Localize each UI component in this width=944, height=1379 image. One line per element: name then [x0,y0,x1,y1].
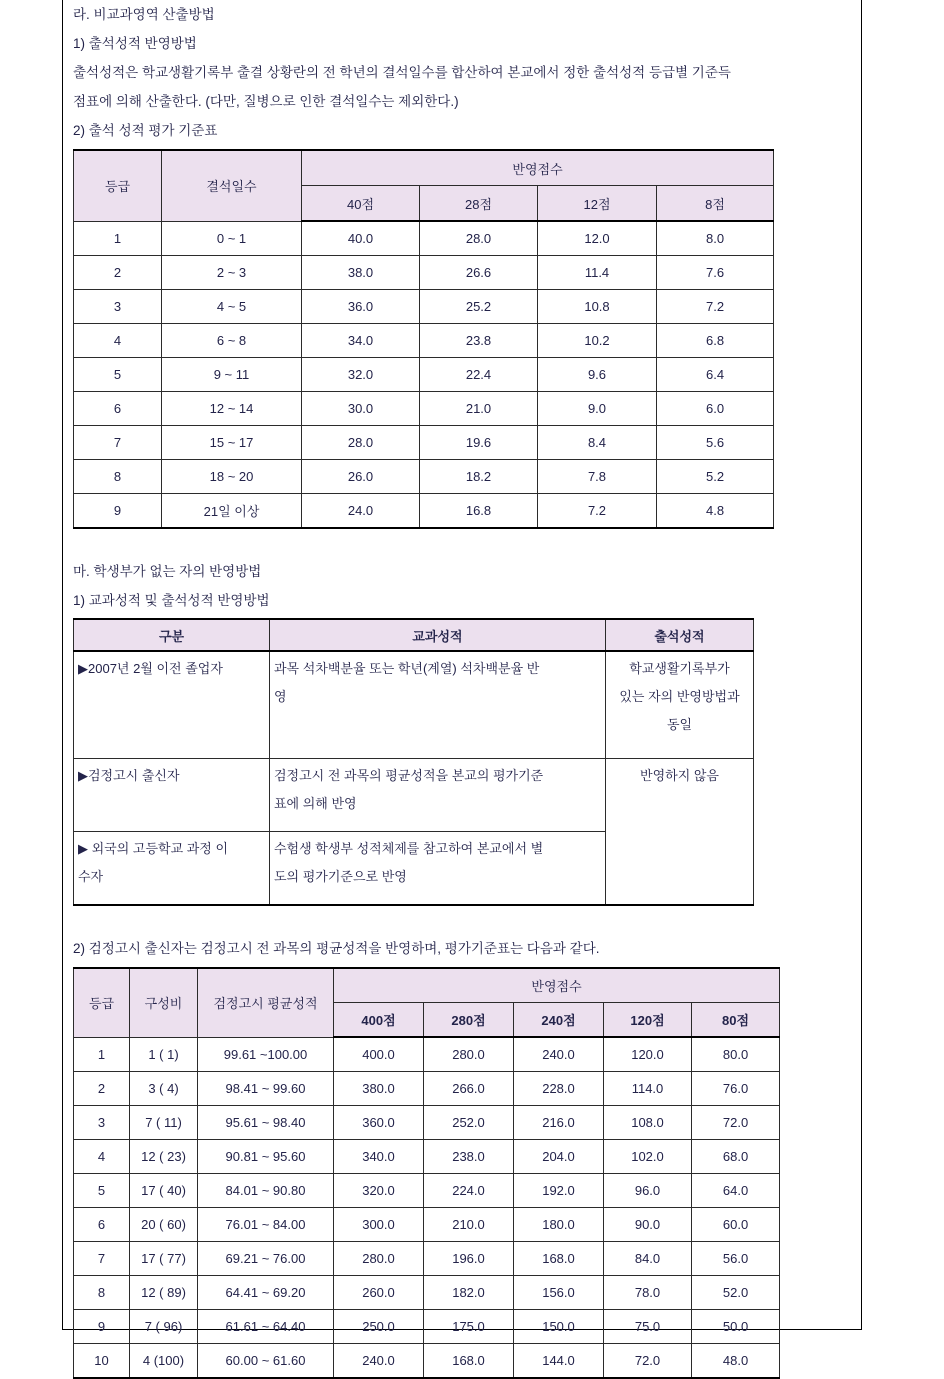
cell-score-3: 90.0 [604,1208,692,1242]
cell-score-4: 60.0 [692,1208,780,1242]
cell-score-3: 84.0 [604,1242,692,1276]
cell-score-4: 72.0 [692,1106,780,1140]
attendance-line-3: 동일 [666,717,693,732]
cell-score-1: 224.0 [424,1174,514,1208]
cell-score-1: 19.6 [420,426,538,460]
cell-average: 84.01 ~ 90.80 [198,1174,334,1208]
table-header-row [74,968,780,1003]
header-score-col-4: 80점 [692,1003,780,1038]
cell-score-1: 238.0 [424,1140,514,1174]
header-score-col-0: 400점 [334,1003,424,1038]
cell-score-4: 80.0 [692,1037,780,1072]
subject-line-1: 검정고시 전 과목의 평균성적을 본교의 평가기준 [274,768,544,783]
norecord-table-body [74,651,754,905]
cell-score-2: 156.0 [514,1276,604,1310]
cell-subject-score [270,759,606,832]
cell-score-0: 40.0 [302,221,420,256]
cell-score-2: 9.6 [538,358,657,392]
header-attendance-score: 출석성적 [606,619,754,651]
cell-score-1: 21.0 [420,392,538,426]
cell-category: ▶검정고시 출신자 [74,759,270,832]
cell-score-0: 26.0 [302,460,420,494]
cell-score-2: 9.0 [538,392,657,426]
cell-grade: 4 [74,324,162,358]
cell-score-0: 400.0 [334,1037,424,1072]
header-grade: 등급 [74,968,130,1037]
cell-ratio: 12 ( 23) [130,1140,198,1174]
cell-score-3: 7.6 [657,256,774,290]
cell-score-3: 96.0 [604,1174,692,1208]
cell-score-1: 196.0 [424,1242,514,1276]
document-page [62,0,862,1368]
cell-grade: 6 [74,1208,130,1242]
cell-grade: 3 [74,1106,130,1140]
table-row [74,1344,780,1379]
cell-absence: 4 ~ 5 [162,290,302,324]
cell-score-2: 10.8 [538,290,657,324]
cell-score-2: 7.8 [538,460,657,494]
subject-line-1: 수험생 학생부 성적체제를 참고하여 본교에서 별 [274,841,544,856]
cell-score-1: 16.8 [420,494,538,529]
cell-score-3: 6.8 [657,324,774,358]
cell-absence: 12 ~ 14 [162,392,302,426]
cell-score-2: 10.2 [538,324,657,358]
table-row [74,460,774,494]
cell-score-4: 50.0 [692,1310,780,1344]
category-line-1: ▶ 외국의 고등학교 과정 이 [78,841,229,856]
ged-table-head [74,968,780,1037]
cell-category [74,832,270,906]
cell-score-2: 150.0 [514,1310,604,1344]
cell-score-3: 6.4 [657,358,774,392]
page-content [73,0,853,1379]
cell-absence: 2 ~ 3 [162,256,302,290]
cell-grade: 10 [74,1344,130,1379]
cell-score-3: 72.0 [604,1344,692,1379]
cell-score-4: 68.0 [692,1140,780,1174]
cell-score-1: 18.2 [420,460,538,494]
cell-score-3: 75.0 [604,1310,692,1344]
subsection-1-body-line1: 출석성적은 학교생활기록부 출결 상황란의 전 학년의 결석일수를 합산하여 본교에서 정한 출석성적 등급별 기준득 [73,65,731,80]
table-row [74,1174,780,1208]
cell-ratio: 7 ( 11) [130,1106,198,1140]
cell-grade: 6 [74,392,162,426]
cell-score-1: 252.0 [424,1106,514,1140]
cell-score-1: 175.0 [424,1310,514,1344]
spacer-after-norecord-table [73,906,853,934]
cell-average: 60.00 ~ 61.60 [198,1344,334,1379]
cell-absence: 0 ~ 1 [162,221,302,256]
header-subject-score: 교과성적 [270,619,606,651]
cell-score-0: 240.0 [334,1344,424,1379]
cell-category: ▶2007년 2월 이전 졸업자 [74,651,270,759]
cell-ratio: 1 ( 1) [130,1037,198,1072]
header-score-col-1: 280점 [424,1003,514,1038]
header-ged-average: 검정고시 평균성적 [198,968,334,1037]
cell-score-0: 36.0 [302,290,420,324]
cell-grade: 7 [74,1242,130,1276]
subsection-3-title: 마. 학생부가 없는 자의 반영방법 [73,564,262,579]
attendance-line-1: 학교생활기록부가 [629,661,730,676]
ged-criteria-table [73,967,780,1379]
subsection-4-title: 2) 검정고시 출신자는 검정고시 전 과목의 평균성적을 반영하며, 평가기준표는 다음과 같다. [73,941,600,956]
cell-grade: 9 [74,1310,130,1344]
cell-score-3: 8.0 [657,221,774,256]
cell-score-1: 210.0 [424,1208,514,1242]
table-row [74,1037,780,1072]
attendance-table-body [74,221,774,528]
cell-score-0: 24.0 [302,494,420,529]
cell-score-2: 228.0 [514,1072,604,1106]
cell-score-3: 5.6 [657,426,774,460]
cell-score-2: 7.2 [538,494,657,529]
cell-score-0: 280.0 [334,1242,424,1276]
cell-ratio: 3 ( 4) [130,1072,198,1106]
cell-score-2: 11.4 [538,256,657,290]
subsection-1-title: 1) 출석성적 반영방법 [73,36,197,51]
cell-score-3: 7.2 [657,290,774,324]
cell-score-4: 76.0 [692,1072,780,1106]
table-row [74,426,774,460]
table-row [74,358,774,392]
no-school-record-table [73,618,754,906]
cell-average: 76.01 ~ 84.00 [198,1208,334,1242]
cell-score-2: 168.0 [514,1242,604,1276]
table-row [74,256,774,290]
cell-score-2: 216.0 [514,1106,604,1140]
cell-score-3: 108.0 [604,1106,692,1140]
header-score-col-1: 28점 [420,186,538,222]
cell-grade: 2 [74,1072,130,1106]
cell-attendance-score [606,759,754,906]
cell-score-0: 340.0 [334,1140,424,1174]
cell-score-0: 250.0 [334,1310,424,1344]
cell-score-1: 25.2 [420,290,538,324]
cell-score-1: 280.0 [424,1037,514,1072]
cell-score-1: 26.6 [420,256,538,290]
header-grade: 등급 [74,150,162,221]
cell-score-4: 48.0 [692,1344,780,1379]
header-score-col-0: 40점 [302,186,420,222]
cell-ratio: 17 ( 40) [130,1174,198,1208]
norecord-table-head [74,619,754,651]
cell-grade: 2 [74,256,162,290]
table-row [74,759,754,832]
cell-score-1: 168.0 [424,1344,514,1379]
header-absence-days: 결석일수 [162,150,302,221]
cell-absence: 21일 이상 [162,494,302,529]
cell-score-0: 260.0 [334,1276,424,1310]
table-row [74,392,774,426]
cell-absence: 15 ~ 17 [162,426,302,460]
cell-grade: 8 [74,1276,130,1310]
cell-score-1: 266.0 [424,1072,514,1106]
cell-ratio: 17 ( 77) [130,1242,198,1276]
attendance-line-2: 있는 자의 반영방법과 [619,689,740,704]
cell-score-0: 360.0 [334,1106,424,1140]
cell-grade: 9 [74,494,162,529]
attendance-line-1: 반영하지 않음 [640,768,719,783]
subject-line-2: 영 [274,689,287,704]
cell-grade: 3 [74,290,162,324]
cell-score-0: 34.0 [302,324,420,358]
table-row [74,1140,780,1174]
cell-score-0: 300.0 [334,1208,424,1242]
header-score-col-3: 120점 [604,1003,692,1038]
cell-score-3: 120.0 [604,1037,692,1072]
cell-score-4: 52.0 [692,1276,780,1310]
category-line-2: 수자 [78,869,104,884]
table-row [74,1208,780,1242]
cell-score-0: 38.0 [302,256,420,290]
header-score-col-2: 12점 [538,186,657,222]
cell-absence: 6 ~ 8 [162,324,302,358]
cell-grade: 5 [74,1174,130,1208]
cell-score-3: 4.8 [657,494,774,529]
table-header-row [74,150,774,186]
subject-line-1: 과목 석차백분율 또는 학년(계열) 석차백분율 반 [274,661,540,676]
header-applied-score-group: 반영점수 [334,968,780,1003]
spacer-after-attendance-table [73,529,853,557]
cell-score-3: 6.0 [657,392,774,426]
cell-ratio: 20 ( 60) [130,1208,198,1242]
header-category: 구분 [74,619,270,651]
cell-attendance-score [606,651,754,759]
cell-score-1: 182.0 [424,1276,514,1310]
cell-score-0: 320.0 [334,1174,424,1208]
table-row [74,1310,780,1344]
cell-grade: 5 [74,358,162,392]
attendance-table-head [74,150,774,221]
table-row [74,1242,780,1276]
cell-subject-score [270,651,606,759]
cell-grade: 8 [74,460,162,494]
cell-score-2: 144.0 [514,1344,604,1379]
table-row [74,1072,780,1106]
cell-score-2: 12.0 [538,221,657,256]
header-score-col-2: 240점 [514,1003,604,1038]
cell-score-2: 204.0 [514,1140,604,1174]
header-score-col-3: 8점 [657,186,774,222]
cell-grade: 7 [74,426,162,460]
cell-ratio: 7 ( 96) [130,1310,198,1344]
cell-score-2: 240.0 [514,1037,604,1072]
cell-score-2: 180.0 [514,1208,604,1242]
cell-average: 98.41 ~ 99.60 [198,1072,334,1106]
attendance-criteria-table [73,149,774,529]
cell-score-3: 102.0 [604,1140,692,1174]
cell-score-1: 22.4 [420,358,538,392]
cell-average: 90.81 ~ 95.60 [198,1140,334,1174]
cell-ratio: 4 (100) [130,1344,198,1379]
cell-average: 64.41 ~ 69.20 [198,1276,334,1310]
cell-score-3: 5.2 [657,460,774,494]
section-title: 라. 비교과영역 산출방법 [73,7,215,22]
table-row [74,1276,780,1310]
cell-score-0: 380.0 [334,1072,424,1106]
cell-score-2: 8.4 [538,426,657,460]
cell-score-0: 28.0 [302,426,420,460]
ged-table-body [74,1037,780,1378]
table-row [74,290,774,324]
cell-grade: 4 [74,1140,130,1174]
cell-score-4: 56.0 [692,1242,780,1276]
header-applied-score-group: 반영점수 [302,150,774,186]
subsection-2-title: 2) 출석 성적 평가 기준표 [73,123,218,138]
table-row [74,221,774,256]
cell-score-0: 30.0 [302,392,420,426]
cell-score-3: 114.0 [604,1072,692,1106]
cell-absence: 18 ~ 20 [162,460,302,494]
cell-absence: 9 ~ 11 [162,358,302,392]
cell-score-1: 23.8 [420,324,538,358]
cell-average: 99.61 ~100.00 [198,1037,334,1072]
cell-score-4: 64.0 [692,1174,780,1208]
cell-score-0: 32.0 [302,358,420,392]
cell-subject-score [270,832,606,906]
subject-line-2: 표에 의해 반영 [274,796,357,811]
cell-score-1: 28.0 [420,221,538,256]
cell-grade: 1 [74,1037,130,1072]
subsection-1-body-line2: 점표에 의해 산출한다. (다만, 질병으로 인한 결석일수는 제외한다.) [73,94,459,109]
cell-average: 69.21 ~ 76.00 [198,1242,334,1276]
cell-average: 61.61 ~ 64.40 [198,1310,334,1344]
cell-score-3: 78.0 [604,1276,692,1310]
table-row [74,324,774,358]
table-header-row [74,619,754,651]
cell-score-2: 192.0 [514,1174,604,1208]
cell-grade: 1 [74,221,162,256]
header-ratio: 구성비 [130,968,198,1037]
subsection-3-sub1-title: 1) 교과성적 및 출석성적 반영방법 [73,593,270,608]
cell-average: 95.61 ~ 98.40 [198,1106,334,1140]
table-row [74,651,754,759]
subject-line-2: 도의 평가기준으로 반영 [274,869,407,884]
table-row [74,1106,780,1140]
cell-ratio: 12 ( 89) [130,1276,198,1310]
table-row [74,494,774,529]
